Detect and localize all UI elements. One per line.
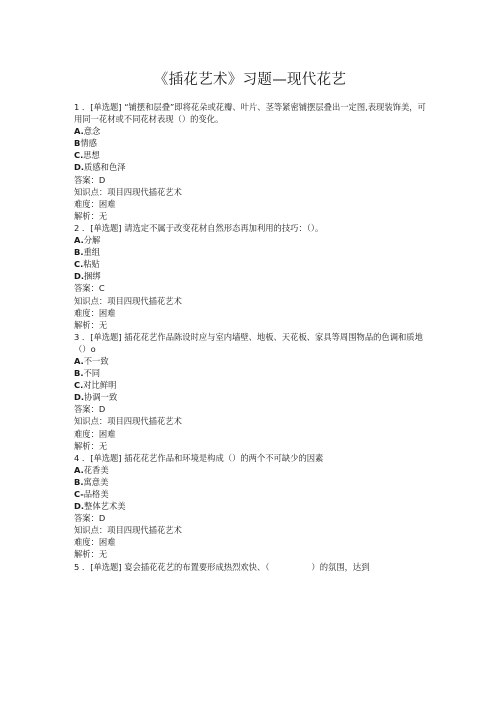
analysis-line: 解析：无 [74,319,108,330]
option-text: 思想 [83,150,100,161]
option-item [74,355,426,367]
option-text: 不一致 [83,355,109,366]
option-text: 寓意美 [83,476,109,487]
option-text: 质感和色泽 [84,162,126,173]
option-letter: D. [74,392,85,403]
option-item [74,149,426,161]
option-item [74,234,426,246]
question-stem: 3 ．[单选题] 插花花艺作品陈设时应与室内墙壁、地板、天花板、家具等周围物品的色调和质地（）o [74,331,423,354]
option-text: 品格美 [83,489,109,499]
analysis-line: 解析：无 [74,210,108,221]
question-stem: 1 ．[单选题] “铺摆和层叠”即将花朵或花瓣、叶片、茎等紧密铺摆层叠出一定图,表现装饰美，可用同一花材或不同花材表现（）的变化。 [74,102,426,125]
answer-line: 答案：C [74,283,105,294]
option-letter: A. [74,355,84,366]
option-text: 捆绑 [84,271,101,282]
option-item [74,464,426,476]
option-item [74,367,426,379]
question-stem-end: ）的氛围，达到 [311,561,370,572]
option-letter: C. [74,259,84,270]
option-letter: A. [74,464,84,475]
question-stem [74,561,426,573]
option-text: 意念 [83,126,101,137]
option-item [74,488,426,500]
option-letter: B. [74,247,84,258]
knowledge-point-line: 知识点：项目四现代插花艺术 [74,186,182,197]
option-item [74,476,426,488]
option-text: 情感 [80,138,97,149]
knowledge-point-line: 知识点：项目四现代插花艺术 [74,525,182,536]
option-text: 不同 [83,368,101,379]
question-list [74,101,426,573]
option-text: 对比鲜明 [83,380,117,391]
document-title: 《插花艺术》习题—现代花艺 [153,72,347,88]
option-text: 协调一致 [84,392,118,403]
option-item [74,270,426,282]
option-item [74,137,426,149]
option-item [74,379,426,391]
option-letter: C. [74,150,84,161]
option-text: 花香美 [83,464,109,475]
analysis-line: 解析：无 [74,440,108,451]
option-text: 整体艺术美 [84,501,126,512]
option-letter: D. [74,501,85,512]
answer-line: 答案：D [74,174,106,185]
option-letter: B [74,138,81,149]
option-letter: A. [74,235,84,246]
option-letter: D. [74,271,85,282]
option-text: 粘贴 [83,259,100,270]
answer-line: 答案：D [74,404,106,415]
option-item [74,246,426,258]
difficulty-line: 难度：困难 [74,198,116,209]
option-letter: B. [74,476,84,487]
question-stem-start: 5 ．[单选题] 宴会插花花艺的布置要形成热烈欢快、（ [74,561,270,572]
option-item [74,161,426,173]
difficulty-line: 难度：困难 [74,307,116,318]
option-text: 分解 [83,235,101,246]
answer-line: 答案：D [74,513,106,524]
option-letter: A. [74,126,84,137]
question-stem: 4 ．[单选题] 插花花艺作品和环境是构成（）的两个不可缺少的因素 [74,452,324,463]
question-stem: 2 ．[单选题] 请选定不属于改变花材自然形态再加利用的技巧：（）。 [74,222,324,233]
knowledge-point-line: 知识点：项目四现代插花艺术 [74,416,182,427]
option-letter: B. [74,368,84,379]
option-item [74,125,426,137]
option-letter: C. [74,380,84,391]
difficulty-line: 难度：困难 [74,428,116,439]
option-item [74,391,426,403]
analysis-line: 解析：无 [74,549,108,560]
option-letter: C- [74,489,84,499]
difficulty-line: 难度：困难 [74,537,116,548]
option-item [74,258,426,270]
option-item [74,500,426,512]
option-letter: D. [74,162,85,173]
knowledge-point-line: 知识点：项目四现代插花艺术 [74,295,182,306]
option-text: 重组 [83,247,101,258]
